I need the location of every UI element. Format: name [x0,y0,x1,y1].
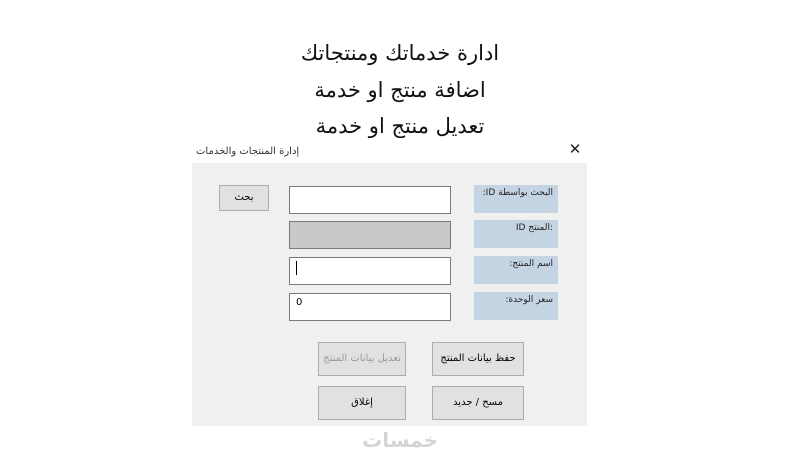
search-id-label: البحث بواسطة ID: [474,185,558,213]
watermark-logo: خمسات [362,428,438,452]
unit-price-label: سعر الوحدة: [474,292,558,320]
unit-price-value: 0 [296,297,303,308]
heading-line-2: اضافة منتج او خدمة [314,78,486,102]
edit-product-button[interactable]: تعديل بيانات المنتج [318,342,406,376]
window-title: إدارة المنتجات والخدمات [196,146,300,157]
product-name-label: اسم المنتج: [474,256,558,284]
text-cursor [296,261,297,275]
product-name-input[interactable] [289,257,451,285]
product-id-label: :المنتج ID [474,220,558,248]
heading-line-1: ادارة خدماتك ومنتجاتك [300,41,500,65]
product-id-field [289,221,451,249]
search-button[interactable]: بحث [219,185,269,211]
heading-line-3: تعديل منتج او خدمة [315,114,485,138]
close-icon[interactable]: ✕ [568,140,582,158]
clear-new-button[interactable]: مسح / جديد [432,386,524,420]
search-id-input[interactable] [289,186,451,214]
save-product-button[interactable]: حفظ بيانات المنتج [432,342,524,376]
close-button[interactable]: إغلاق [318,386,406,420]
unit-price-input[interactable] [289,293,451,321]
